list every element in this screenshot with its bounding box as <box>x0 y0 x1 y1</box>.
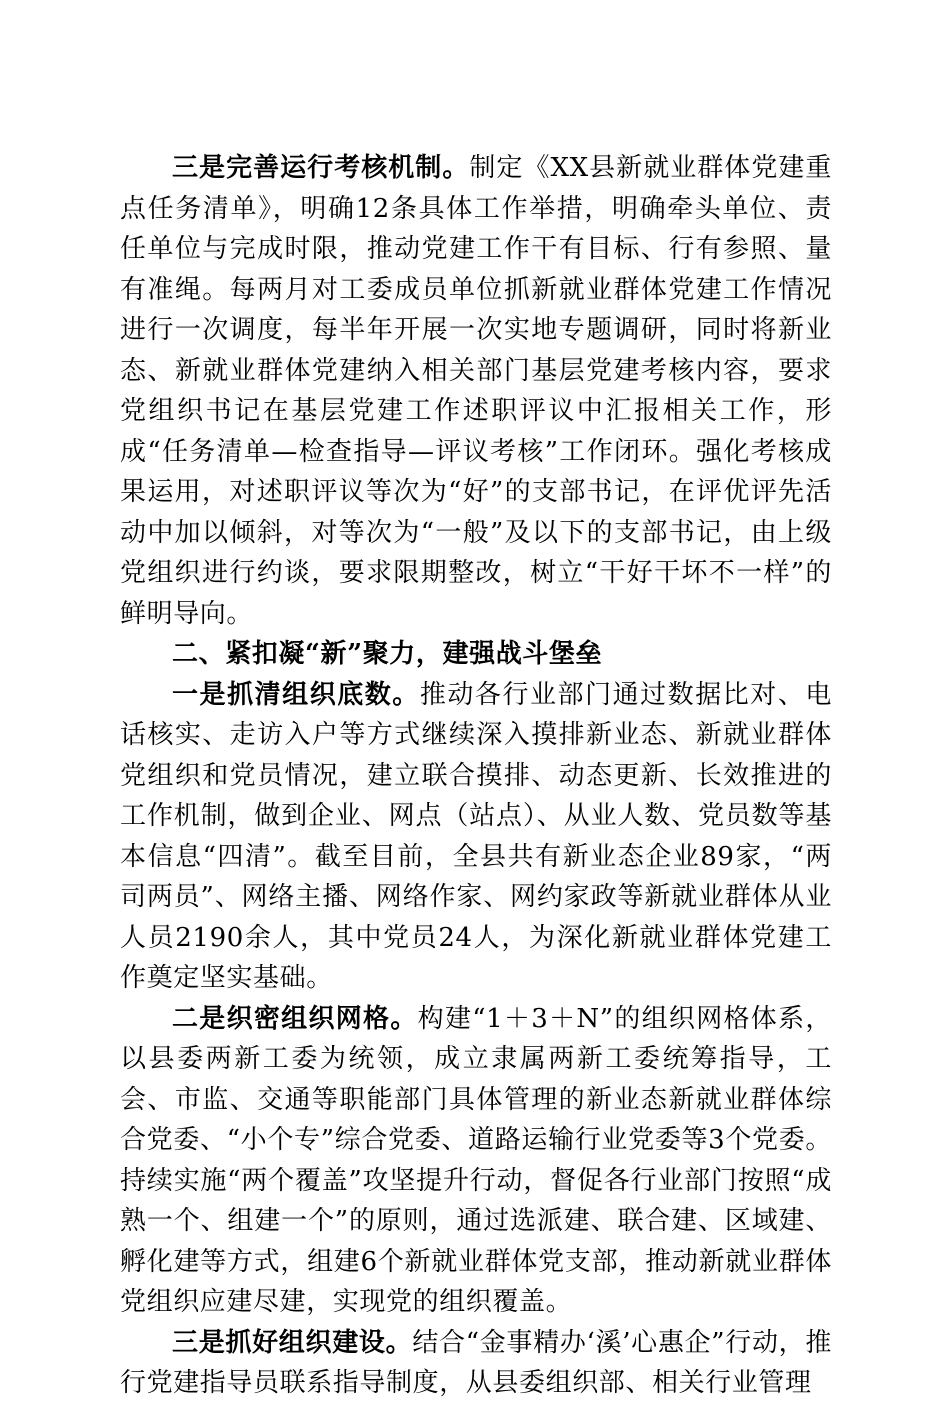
paragraph-lead: 三是完善运行考核机制。 <box>172 153 470 183</box>
paragraph-body: 制定《XX县新就业群体党建重点任务清单》，明确12条具体工作举措，明确牵头单位、责任单位与完成时限，推动党建工作干有目标、行有参照、量有准绳。每两月对工委成员单位抓新就业群体党建工作情况进行一次调度，每半年开展一次实地专题调研，同时将新业态、新就业群体党建纳入相关部门基层党建考核内容，要求党组织书记在基层党建工作述职评议中汇报相关工作，形成“任务清单—检查指导—评议考核”工作闭环。强化考核成果运用，对述职评议等次为“好”的支部书记，在评优评先活动中加以倾斜，对等次为“一般”及以下的支部书记，由上级党组织进行约谈，要求限期整改，树立“干好干坏不一样”的鲜明导向。 <box>120 153 832 629</box>
paragraph-assessment-mechanism <box>120 148 832 634</box>
paragraph-lead: 一是抓清组织底数。 <box>172 679 420 710</box>
paragraph-body: 结合“金事精办‘溪’心惠企”行动，推行党建指导员联系指导制度，从县委组织部、相关行业管理 <box>120 1327 832 1398</box>
paragraph-body: 推动各行业部门通过数据比对、电话核实、走访入户等方式继续深入摸排新业态、新就业群体党组织和党员情况，建立联合摸排、动态更新、长效推进的工作机制，做到企业、网点（站点）、从业人数、党员数等基本信息“四清”。截至目前，全县共有新业态企业89家，“两司两员”、网络主播、网络作家、网约家政等新就业群体从业人员2190余人，其中党员24人，为深化新就业群体党建工作奠定坚实基础。 <box>120 679 832 993</box>
section-heading: 二、紧扣凝“新”聚力，建强战斗堡垒 <box>172 639 603 669</box>
paragraph-organization-grid <box>120 999 832 1323</box>
paragraph-organization-count <box>120 675 832 999</box>
paragraph-lead: 二是织密组织网格。 <box>172 1003 418 1034</box>
paragraph-organization-building <box>120 1323 832 1404</box>
paragraph-body: 构建“1＋3＋N”的组织网格体系，以县委两新工委为统领，成立隶属两新工委统筹指导，工会、市监、交通等职能部门具体管理的新业态新就业群体综合党委、“小个专”综合党委、道路运输行业党委等3个党委。持续实施“两个覆盖”攻坚提升行动，督促各行业部门按照“成熟一个、组建一个”的原则，通过选派建、联合建、区域建、孵化建等方式，组建6个新就业群体党支部，推动新就业群体党组织应建尽建，实现党的组织覆盖。 <box>120 1003 832 1317</box>
paragraph-lead: 三是抓好组织建设。 <box>172 1327 413 1358</box>
document-body <box>120 148 832 1404</box>
